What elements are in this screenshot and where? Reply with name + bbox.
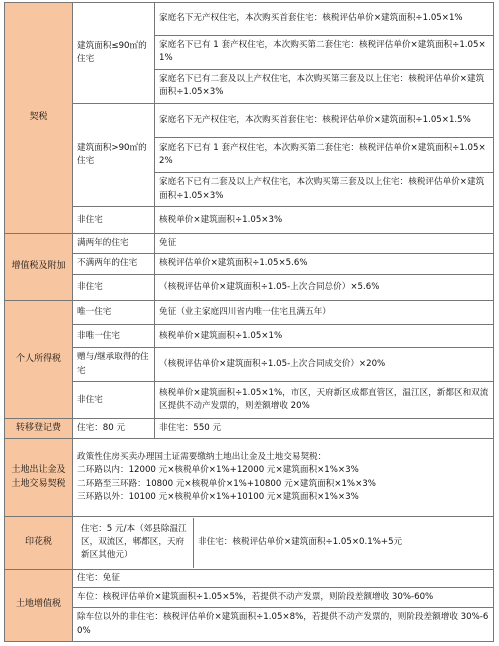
deed-small-area-label: 建筑面积≤90㎡的住宅 xyxy=(73,3,155,104)
income-value-2: 核税单价×建筑面积÷1.05×1% xyxy=(155,325,494,347)
deed-large-area-row-3: 家庭名下已有二套及以上产权住宅，本次购买第三套及以上住宅：核税评估单价×建筑面积÷1.05×3% xyxy=(155,172,494,207)
land-vat-row-1: 住宅：免征 xyxy=(73,569,494,587)
income-label-2: 非唯一住宅 xyxy=(73,325,155,347)
category-income-tax: 个人所得税 xyxy=(5,301,73,419)
land-fee-line-1: 政策性住房买卖办理国土证需要缴纳土地出让金及土地交易契税： xyxy=(77,451,327,462)
land-vat-row-3: 除车位以外的非住宅：核税评估单价×建筑面积÷1.05×8%，若提供不动产发票的，则阶段差额增收 30%-60% xyxy=(73,608,494,642)
category-land-fee: 土地出让金及土地交易契税 xyxy=(5,439,73,516)
transfer-fee-non-residential: 非住宅：550 元 xyxy=(155,419,494,439)
stamp-tax-residential: 住宅：5 元/本（郊县除温江区，双流区，郫都区，天府新区其他元） xyxy=(77,518,194,568)
land-vat-row-2: 车位：核税评估单价×建筑面积÷1.05×5%，若提供不动产发票，则阶段差额增收 30%-60% xyxy=(73,587,494,607)
category-land-vat: 土地增值税 xyxy=(5,569,73,641)
income-label-1: 唯一住宅 xyxy=(73,301,155,325)
deed-small-area-row-3: 家庭名下已有二套及以上产权住宅，本次购买第三套及以上住宅：核税评估单价×建筑面积÷1.05×3% xyxy=(155,70,494,104)
deed-small-area-row-1: 家庭名下无产权住宅，本次购买首套住宅：核税评估单价×建筑面积÷1.05×1% xyxy=(155,3,494,36)
income-label-3: 赠与/继承取得的住宅 xyxy=(73,347,155,382)
vat-value-3: （核税评估单价×建筑面积÷1.05-上次合同总价）×5.6% xyxy=(155,274,494,300)
deed-small-area-row-2: 家庭名下已有 1 套产权住宅，本次购买第二套住宅：核税评估单价×建筑面积÷1.05×1% xyxy=(155,35,494,70)
deed-non-residential-value: 核税单价×建筑面积÷1.05×3% xyxy=(155,207,494,233)
land-fee-line-3: 二环路至三环路：10800 元×核税单价×1%+10800 元×建筑面积×1%×3% xyxy=(77,478,376,489)
income-value-3: （核税评估单价×建筑面积÷1.05-上次合同成交价）×20% xyxy=(155,347,494,382)
deed-large-area-label: 建筑面积>90㎡的住宅 xyxy=(73,103,155,207)
income-value-4: 核税单价×建筑面积÷1.05×1%，市区，天府新区成都直管区，温江区，新都区和双流区提供不动产发票的，则差额增收 20% xyxy=(155,382,494,419)
land-fee-line-2: 二环路以内：12000 元×核税单价×1%+12000 元×建筑面积×1%×3% xyxy=(77,465,359,476)
vat-label-1: 满两年的住宅 xyxy=(73,233,155,253)
income-value-1: 免征（业主家庭四川省内唯一住宅且满五年） xyxy=(155,301,494,325)
category-transfer-fee: 转移登记费 xyxy=(5,419,73,439)
stamp-tax-content xyxy=(73,516,494,569)
vat-value-2: 核税评估单价×建筑面积÷1.05×5.6% xyxy=(155,254,494,274)
tax-fee-table xyxy=(4,2,494,642)
category-vat: 增值税及附加 xyxy=(5,233,73,300)
stamp-tax-non-residential: 非住宅：核税评估单价×建筑面积÷1.05×0.1%+5元 xyxy=(198,537,403,548)
vat-value-1: 免征 xyxy=(155,233,494,253)
deed-large-area-row-2: 家庭名下已有 1 套产权住宅，本次购买第二套住宅：核税评估单价×建筑面积÷1.05×2% xyxy=(155,138,494,173)
land-fee-content xyxy=(73,439,494,516)
transfer-fee-residential: 住宅：80 元 xyxy=(73,419,155,439)
income-label-4: 非住宅 xyxy=(73,382,155,419)
category-deed-tax: 契税 xyxy=(5,3,73,234)
category-stamp-tax: 印花税 xyxy=(5,516,73,569)
vat-label-2: 不满两年的住宅 xyxy=(73,254,155,274)
land-fee-line-4: 三环路以外：10100 元×核税单价×1%+10100 元×建筑面积×1%×3% xyxy=(77,491,359,502)
deed-non-residential-label: 非住宅 xyxy=(73,207,155,233)
vat-label-3: 非住宅 xyxy=(73,274,155,300)
deed-large-area-row-1: 家庭名下无产权住宅，本次购买首套住宅：核税评估单价×建筑面积÷1.05×1.5% xyxy=(155,103,494,138)
stamp-tax-inner-table xyxy=(77,518,489,568)
